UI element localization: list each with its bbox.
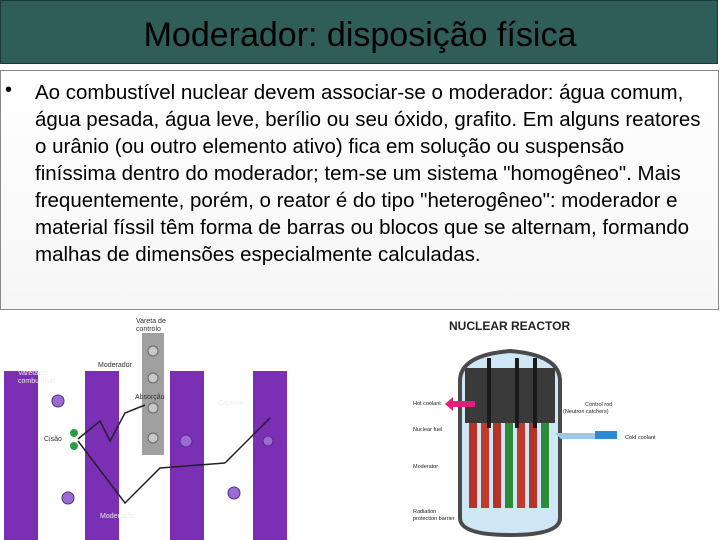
fuel-rod — [170, 371, 204, 540]
label-hot-coolant: Hot coolant — [413, 401, 441, 407]
label-moderator: Moderator — [413, 464, 439, 470]
moderation-diagram — [0, 313, 302, 540]
content-box — [0, 70, 719, 310]
bullet-text: Ao combustível nuclear devem associar-se o moderador: água comum, água pesada, água leve, berílio ou seu óxido, grafito. Em alguns reatores o urânio (ou outro elemento ativo) fica em solução ou suspensão finíssima dentro do moderador; tem-se um sistema "homogêneo". Mais frequentemente, porém, o reator é do tipo "heterogêneo": moderador e material físsil têm forma de barras ou blocos que se alternam, formando malhas de dimensões especialmente calculadas. — [35, 81, 701, 266]
label-control-rod: Vareta de — [136, 318, 166, 325]
label-radiation-barrier: Radiation — [413, 509, 437, 515]
fuel-rod — [253, 371, 287, 540]
label-moderation: Moderação — [100, 513, 136, 520]
label-fission: Cisão — [44, 436, 62, 443]
label-capture: Captura — [218, 400, 243, 407]
svg-text:combustível: combustível — [18, 378, 56, 385]
label-absorption: Absorção — [135, 394, 165, 401]
label-moderator: Moderador — [98, 362, 132, 369]
bullet-marker: • — [5, 79, 13, 101]
fuel-rods — [469, 423, 549, 508]
fuel-rod — [4, 371, 38, 540]
svg-text:controlo: controlo — [136, 326, 161, 333]
reactor-diagram — [405, 313, 720, 540]
slide-title: Moderador: disposição física — [143, 16, 577, 54]
label-nuclear-fuel: Nuclear fuel — [413, 427, 443, 433]
svg-text:(Neutron catchers): (Neutron catchers) — [563, 409, 609, 415]
svg-text:protection barrier: protection barrier — [413, 516, 455, 522]
label-control-rod: Control rod — [585, 402, 613, 408]
label-fuel-rod: Vareta de — [18, 370, 48, 377]
reactor-title: NUCLEAR REACTOR — [449, 319, 571, 333]
label-cold-coolant: Cold coolant — [625, 435, 656, 441]
